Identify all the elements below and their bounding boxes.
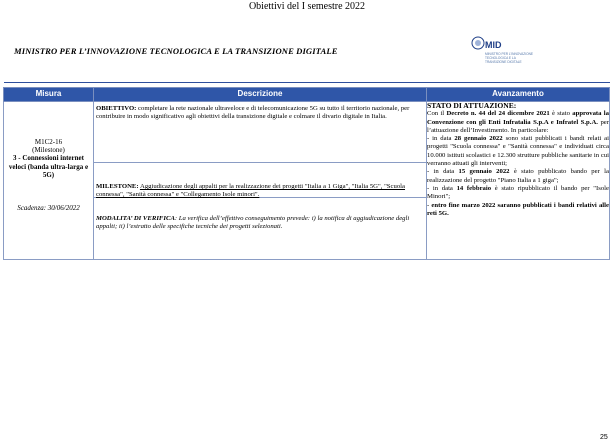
- column-header-misura: Misura: [4, 88, 94, 102]
- column-header-descrizione: Descrizione: [94, 88, 427, 102]
- text-run: è stato pubblicato bando per la realizzazione del progetto "Piano Italia a 1 giga";: [427, 168, 609, 184]
- avanzamento-paragraph-1: [427, 110, 609, 135]
- convention-ref: approvata la Convenzione con gli Enti Infratalia S.p.A e Infratel S.p.A.: [427, 110, 609, 126]
- avanzamento-paragraph-4: [427, 185, 609, 202]
- avanzamento-paragraph-2: [427, 135, 609, 168]
- text-run: Con il: [427, 110, 447, 118]
- avanzamento-cell: [427, 102, 610, 260]
- text-run: sono stati pubblicati i bandi relati ai progetti "Scuola connessa" e "Sanità connessa" e individuati circa 10.000 istituti scolastici e 12.300 strutture pubbliche sanitarie in cui verranno attuati gli interventi;: [427, 135, 609, 168]
- misura-code: M1C2-16: [34, 138, 63, 146]
- column-header-avanzamento: Avanzamento: [427, 88, 610, 102]
- text-run-bold: entro fine marzo 2022 saranno pubblicati i bandi relativi alle reti 5G.: [427, 201, 609, 217]
- logo-text: MID: [485, 40, 502, 50]
- text-run: è stato ripubblicato il bando per "Isole Minori";: [427, 184, 609, 201]
- milestone-text: Aggiudicazione degli appalti per la realizzazione dei progetti "Italia a 1 Giga", "Italia 5G", "Scuola connessa", "Sanità connessa" e "Collegamento Isole minori".: [96, 183, 406, 199]
- obiettivo-text: completare la rete nazionale ultraveloce e di telecomunicazione 5G su tutto il territorio nazionale, per contribuire in modo significativo agli obiettivi della transizione digitale e colmare il divario digitale in Italia.: [96, 105, 410, 121]
- misura-name: 3 - Connessioni internet veloci (banda ultra-larga e 5G): [8, 154, 89, 179]
- header-rule: [4, 82, 610, 83]
- misura-type: (Milestone): [32, 146, 65, 155]
- text-run: è stato: [549, 110, 573, 118]
- ministry-logo: [471, 36, 541, 74]
- avanzamento-paragraph-3: [427, 168, 609, 185]
- page-header-title: Obiettivi del I semestre 2022: [248, 1, 366, 12]
- date-ref: 28 gennaio 2022: [454, 135, 503, 143]
- text-run: - in data: [427, 135, 455, 143]
- milestone-block: [94, 162, 426, 197]
- ministry-title: MINISTRO PER L’INNOVAZIONE TECNOLOGICA E LA TRANSIZIONE DIGITALE: [14, 46, 338, 56]
- obiettivo-label: OBIETTIVO:: [96, 105, 137, 112]
- text-run: -: [427, 201, 432, 209]
- objectives-table: [3, 87, 610, 260]
- logo-subtitle: MINISTRO PER L'INNOVAZIONE TECNOLOGICA E LA TRANSIZIONE DIGITALE: [485, 52, 534, 64]
- obiettivo-block: [94, 102, 426, 162]
- avanzamento-title: STATO DI ATTUAZIONE:: [427, 101, 517, 110]
- text-run: - in data: [427, 168, 459, 176]
- emblem-icon: [471, 36, 485, 50]
- text-run: per l’attuazione dell’Investimento. In particolare:: [427, 118, 609, 134]
- avanzamento-paragraph-5: [427, 202, 609, 219]
- page-number: 25: [600, 434, 608, 441]
- date-ref: 14 febbraio: [456, 184, 492, 192]
- descrizione-cell: [94, 102, 427, 260]
- modalita-text: : La verifica dell’effettivo conseguimento prevede: i) la notifica di aggiudicazione degli appalti; ii) l’estratto delle specifiche tecniche dei progetti selezionati.: [96, 215, 410, 231]
- modalita-block: [94, 197, 426, 259]
- table-header-row: [4, 88, 610, 102]
- misura-cell: [4, 102, 94, 260]
- decree-ref: Decreto n. 44 del 24 dicembre 2021: [446, 110, 550, 118]
- text-run: - in data: [427, 184, 457, 192]
- date-ref: 15 gennaio 2022: [458, 168, 510, 176]
- milestone-label: MILESTONE:: [96, 183, 139, 190]
- misura-deadline: Scadenza: 30/06/2022: [17, 204, 80, 213]
- table-row: [4, 102, 610, 260]
- modalita-label: MODALITA’ DI VERIFICA: [96, 215, 175, 222]
